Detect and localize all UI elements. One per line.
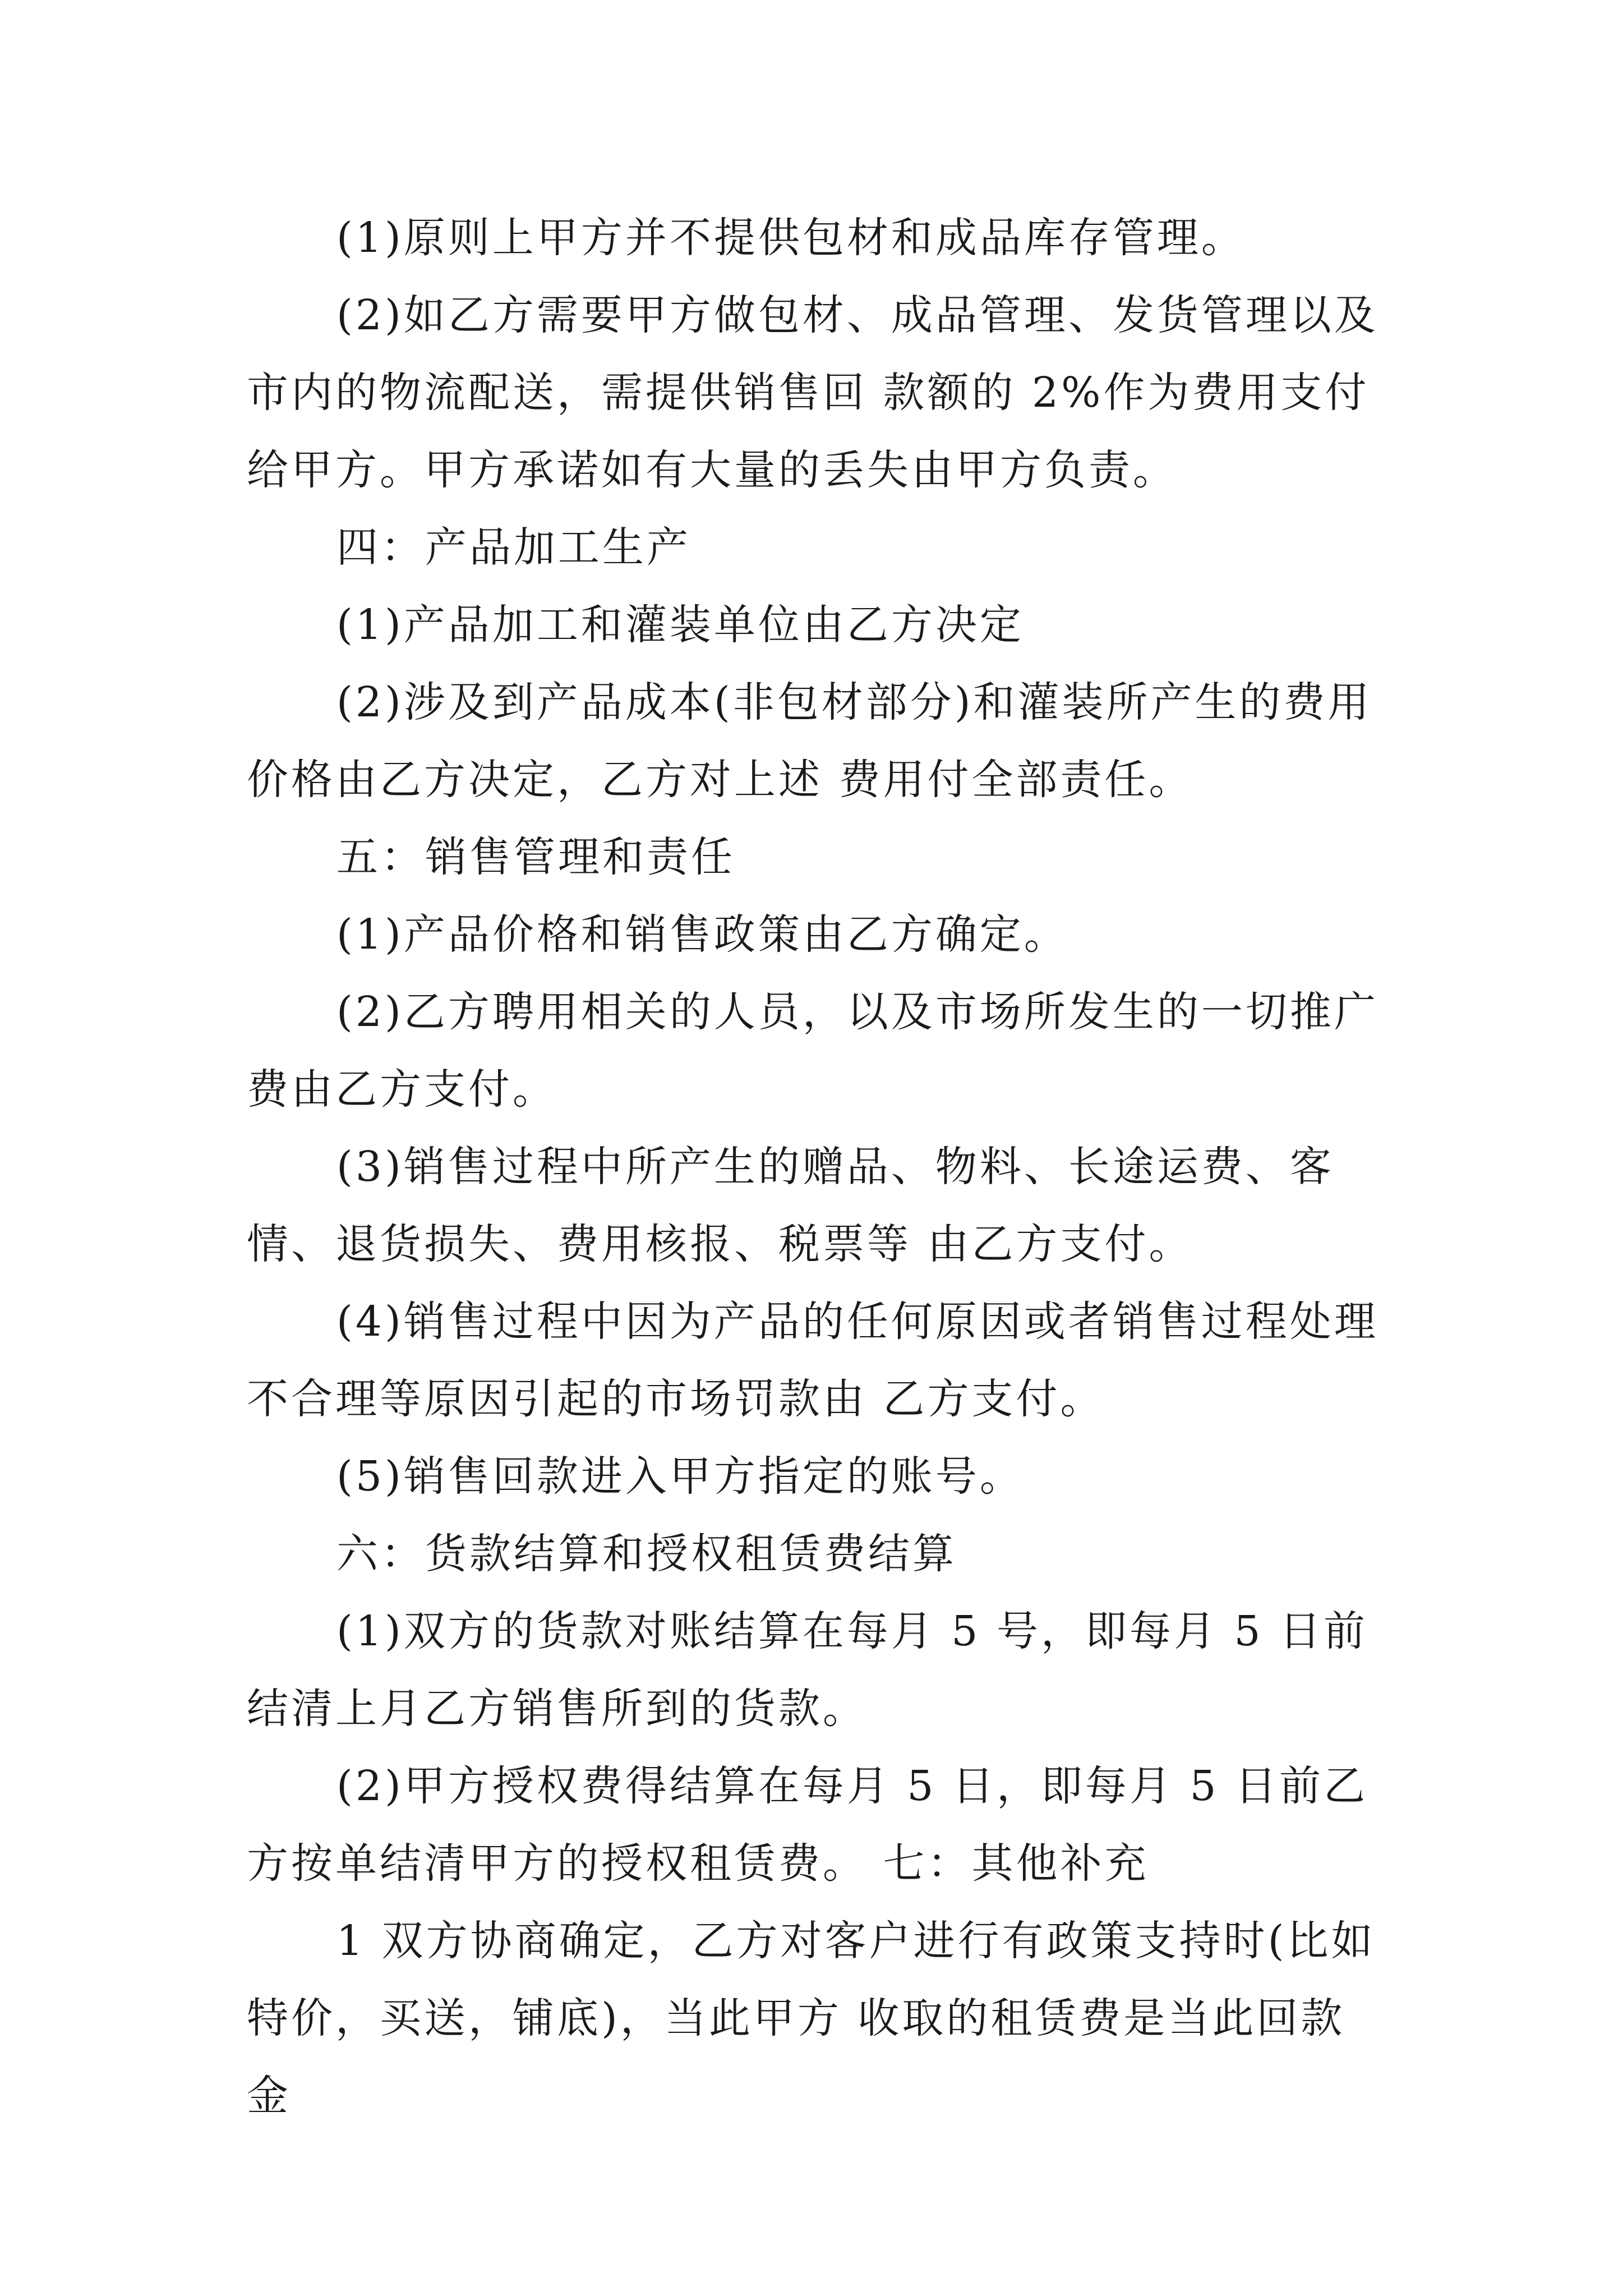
paragraph-settlement-1: (1)双方的货款对账结算在每月 5 号，即每月 5 日前结清上月乙方销售所到的货款。 bbox=[247, 1607, 1368, 1733]
section-heading-5: 五：销售管理和责任 bbox=[336, 833, 735, 881]
paragraph-packaging-2: (2)如乙方需要甲方做包材、成品管理、发货管理以及市内的物流配送，需提供销售回 款额的 2%作为费用支付给甲方。甲方承诺如有大量的丢失由甲方负责。 bbox=[247, 291, 1378, 494]
paragraph-settlement-2: (2)甲方授权费得结算在每月 5 日，即每月 5 日前乙方按单结清甲方的授权租赁费。 七：其他补充 bbox=[247, 1762, 1368, 1888]
paragraph-sales-4: (4)销售过程中因为产品的任何原因或者销售过程处理不合理等原因引起的市场罚款由 乙方支付。 bbox=[247, 1297, 1378, 1423]
paragraph-sales-5: (5)销售回款进入甲方指定的账号。 bbox=[336, 1452, 1024, 1501]
section-heading-4: 四：产品加工生产 bbox=[336, 523, 691, 572]
paragraph-production-1: (1)产品加工和灌装单位由乙方决定 bbox=[336, 601, 1024, 649]
paragraph-production-2: (2)涉及到产品成本(非包材部分)和灌装所产生的费用价格由乙方决定，乙方对上述 费用付全部责任。 bbox=[247, 678, 1372, 804]
paragraph-sales-1: (1)产品价格和销售政策由乙方确定。 bbox=[336, 910, 1068, 959]
paragraph-supplement-1: 1 双方协商确定，乙方对客户进行有政策支持时(比如特价，买送，铺底)，当此甲方 收取的租赁费是当此回款金 bbox=[247, 1917, 1376, 2120]
paragraph-sales-3: (3)销售过程中所产生的赠品、物料、长途运费、客情、退货损失、费用核报、税票等 由乙方支付。 bbox=[247, 1143, 1334, 1268]
section-heading-6: 六：货款结算和授权租赁费结算 bbox=[336, 1530, 957, 1578]
paragraph-packaging-1: (1)原则上甲方并不提供包材和成品库存管理。 bbox=[336, 214, 1246, 262]
paragraph-sales-2: (2)乙方聘用相关的人员，以及市场所发生的一切推广费由乙方支付。 bbox=[247, 988, 1378, 1114]
document-body bbox=[247, 199, 1385, 2134]
